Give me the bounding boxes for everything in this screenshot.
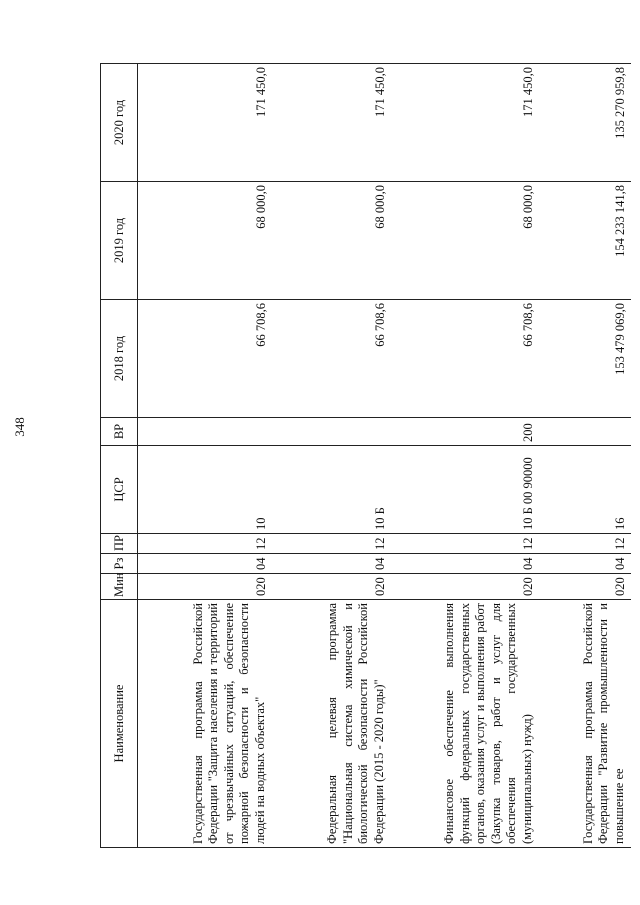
row-pr: 12 xyxy=(138,534,273,554)
header-2019: 2019 год xyxy=(101,182,138,300)
row-2018: 153 479 069,0 xyxy=(539,300,631,418)
row-rz: 04 xyxy=(272,554,391,574)
row-2020: 171 450,0 xyxy=(391,64,539,182)
header-name: Наименование xyxy=(101,600,138,848)
table-header-row xyxy=(101,64,138,848)
budget-table xyxy=(100,63,631,848)
row-2019: 68 000,0 xyxy=(138,182,273,300)
row-name: Федеральная целевая программа "Национальная система химической и биологической безопасности Российской Федерации (2015 - 2020 годы)" xyxy=(272,600,391,848)
table-row xyxy=(272,64,391,848)
row-csr: 10 Б xyxy=(272,446,391,534)
budget-table-container xyxy=(100,63,627,848)
row-csr: 10 Б 00 90000 xyxy=(391,446,539,534)
row-pr: 12 xyxy=(539,534,631,554)
row-min: 020 xyxy=(138,574,273,600)
row-2020: 171 450,0 xyxy=(138,64,273,182)
row-2018: 66 708,6 xyxy=(272,300,391,418)
row-name: Государственная программа Российской Федерации "Защита населения и территорий от чрезвычайных ситуаций, обеспечение пожарной безопасности и безопасности людей на водных объектах" xyxy=(138,600,273,848)
row-pr: 12 xyxy=(272,534,391,554)
header-vr: ВР xyxy=(101,418,138,446)
table-row xyxy=(539,64,631,848)
row-csr: 16 xyxy=(539,446,631,534)
row-pr: 12 xyxy=(391,534,539,554)
page-number: 348 xyxy=(12,417,27,437)
row-min: 020 xyxy=(539,574,631,600)
table-row xyxy=(138,64,273,848)
header-csr: ЦСР xyxy=(101,446,138,534)
row-2020: 135 270 959,8 xyxy=(539,64,631,182)
row-min: 020 xyxy=(391,574,539,600)
header-min: Мин xyxy=(101,574,138,600)
header-rz: Рз xyxy=(101,554,138,574)
row-2019: 68 000,0 xyxy=(391,182,539,300)
header-2020: 2020 год xyxy=(101,64,138,182)
row-vr xyxy=(272,418,391,446)
row-rz: 04 xyxy=(539,554,631,574)
header-pr: ПР xyxy=(101,534,138,554)
row-vr: 200 xyxy=(391,418,539,446)
row-2019: 154 233 141,8 xyxy=(539,182,631,300)
table-row xyxy=(391,64,539,848)
row-vr xyxy=(539,418,631,446)
row-min: 020 xyxy=(272,574,391,600)
row-rz: 04 xyxy=(138,554,273,574)
row-rz: 04 xyxy=(391,554,539,574)
row-name: Финансовое обеспечение выполнения функций федеральных государственных органов, оказания услуг и выполнения работ (Закупка товаров, работ и услуг для обеспечения государственных (муниципальных) нужд) xyxy=(391,600,539,848)
row-2020: 171 450,0 xyxy=(272,64,391,182)
row-2019: 68 000,0 xyxy=(272,182,391,300)
row-name: Государственная программа Российской Федерации "Развитие промышленности и повышение ее xyxy=(539,600,631,848)
row-csr: 10 xyxy=(138,446,273,534)
row-2018: 66 708,6 xyxy=(391,300,539,418)
row-vr xyxy=(138,418,273,446)
row-2018: 66 708,6 xyxy=(138,300,273,418)
header-2018: 2018 год xyxy=(101,300,138,418)
